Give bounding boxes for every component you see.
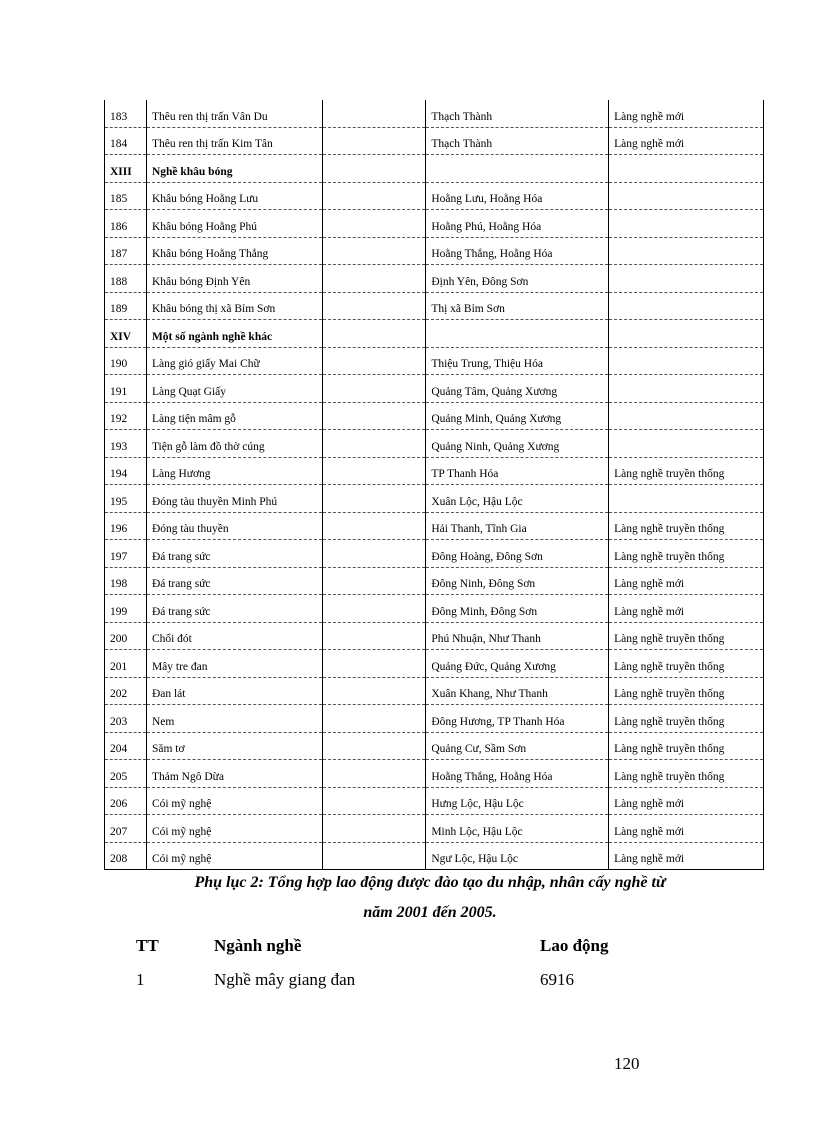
cell-note: Làng nghề truyền thống [609,677,764,705]
cell-note: Làng nghề truyền thống [609,705,764,733]
cell-name: Tiện gỗ làm đồ thờ cúng [146,430,322,458]
cell-blank [322,320,426,348]
cell-blank [322,292,426,320]
cell-location: Thị xã Bỉm Sơn [426,292,609,320]
cell-blank [322,622,426,650]
table-row [105,540,764,568]
cell-location: Hải Thanh, Tĩnh Gia [426,512,609,540]
cell-blank [322,457,426,485]
table-row [105,677,764,705]
cell-tt: 200 [105,622,147,650]
cell-note: Làng nghề truyền thống [609,650,764,678]
cell-location: Hưng Lộc, Hậu Lộc [426,787,609,815]
cell-tt: 184 [105,127,147,155]
cell-blank [322,237,426,265]
cell-blank [322,512,426,540]
cell-note: Làng nghề mới [609,567,764,595]
cell-tt: 192 [105,402,147,430]
cell-location: Hoằng Thắng, Hoằng Hóa [426,760,609,788]
table-row [105,265,764,293]
cell-name: Cói mỹ nghệ [146,787,322,815]
cell-location: Quảng Tâm, Quảng Xương [426,375,609,403]
table-row [105,567,764,595]
cell-note: Làng nghề truyền thống [609,622,764,650]
cell-location [426,320,609,348]
cell-tt: 185 [105,182,147,210]
cell-tt: 207 [105,815,147,843]
cell-name: Khâu bóng thị xã Bỉm Sơn [146,292,322,320]
table-row [105,650,764,678]
cell-name: Khâu bóng Hoằng Thắng [146,237,322,265]
cell-location: Xuân Khang, Như Thanh [426,677,609,705]
cell-location: Đông Minh, Đông Sơn [426,595,609,623]
header-tt: TT [136,936,159,955]
cell-name: Khâu bóng Hoằng Lưu [146,182,322,210]
cell-tt: 202 [105,677,147,705]
cell-blank [322,375,426,403]
cell-blank [322,595,426,623]
table-row [105,430,764,458]
appendix-caption-line2: năm 2001 đến 2005. [363,904,497,921]
table-row [105,842,764,870]
cell-tt: 193 [105,430,147,458]
section-row [105,320,764,348]
table-row [105,815,764,843]
cell-location: Quảng Cư, Sầm Sơn [426,732,609,760]
cell-note: Làng nghề truyền thống [609,760,764,788]
table-row [105,760,764,788]
cell-tt: 205 [105,760,147,788]
cell-note: Làng nghề mới [609,127,764,155]
table-row [105,512,764,540]
cell-tt: 208 [105,842,147,870]
cell-note [609,485,764,513]
cell-location: Thạch Thành [426,100,609,127]
page-number: 120 [614,1054,640,1073]
cell-blank [322,402,426,430]
cell-tt: 187 [105,237,147,265]
cell-location: Minh Lộc, Hậu Lộc [426,815,609,843]
cell-blank [322,430,426,458]
cell-name: Làng Hương [146,457,322,485]
cell-tt: 203 [105,705,147,733]
table-row [105,375,764,403]
cell-name: Làng gió giấy Mai Chữ [146,347,322,375]
cell-blank [322,705,426,733]
cell-blank [322,127,426,155]
cell-tt: XIV [105,320,147,348]
cell-tt: 197 [105,540,147,568]
cell-name: Nghề khâu bóng [146,155,322,183]
cell-location: Định Yên, Đông Sơn [426,265,609,293]
appendix-row-tt: 1 [136,970,145,989]
table-row [105,210,764,238]
cell-tt: XIII [105,155,147,183]
cell-blank [322,265,426,293]
cell-tt: 196 [105,512,147,540]
cell-blank [322,677,426,705]
cell-location: Quảng Ninh, Quảng Xương [426,430,609,458]
cell-blank [322,540,426,568]
cell-blank [322,815,426,843]
cell-location: Xuân Lộc, Hậu Lộc [426,485,609,513]
cell-name: Thêu ren thị trấn Kim Tân [146,127,322,155]
cell-tt: 201 [105,650,147,678]
section-row [105,155,764,183]
cell-name: Đá trang sức [146,567,322,595]
cell-location: Hoằng Lưu, Hoằng Hóa [426,182,609,210]
cell-tt: 186 [105,210,147,238]
cell-note [609,265,764,293]
cell-note [609,402,764,430]
cell-note: Làng nghề truyền thống [609,540,764,568]
cell-name: Mây tre đan [146,650,322,678]
cell-location: Hoằng Phú, Hoằng Hóa [426,210,609,238]
cell-blank [322,182,426,210]
cell-blank [322,760,426,788]
cell-blank [322,650,426,678]
cell-blank [322,732,426,760]
cell-location: Hoằng Thắng, Hoằng Hóa [426,237,609,265]
cell-note [609,430,764,458]
cell-blank [322,842,426,870]
cell-name: Cói mỹ nghệ [146,842,322,870]
cell-note: Làng nghề truyền thống [609,457,764,485]
cell-note: Làng nghề mới [609,100,764,127]
cell-location: Đông Ninh, Đông Sơn [426,567,609,595]
cell-blank [322,155,426,183]
cell-name: Một số ngành nghề khác [146,320,322,348]
cell-tt: 204 [105,732,147,760]
cell-location: Phú Nhuận, Như Thanh [426,622,609,650]
cell-note [609,292,764,320]
cell-location: Thạch Thành [426,127,609,155]
cell-location: Quảng Đức, Quảng Xương [426,650,609,678]
cell-location: Đông Hoàng, Đông Sơn [426,540,609,568]
cell-name: Thảm Ngô Dừa [146,760,322,788]
cell-name: Làng Quạt Giấy [146,375,322,403]
cell-note: Làng nghề mới [609,842,764,870]
cell-blank [322,787,426,815]
cell-location [426,155,609,183]
cell-location: Thiệu Trung, Thiệu Hóa [426,347,609,375]
cell-tt: 188 [105,265,147,293]
table-row [105,100,764,127]
cell-location: Quảng Minh, Quảng Xương [426,402,609,430]
cell-name: Đóng tàu thuyền [146,512,322,540]
cell-name: Săm tơ [146,732,322,760]
cell-note: Làng nghề mới [609,595,764,623]
cell-name: Nem [146,705,322,733]
cell-note: Làng nghề mới [609,787,764,815]
craft-villages-table [104,100,764,870]
cell-blank [322,210,426,238]
table-row [105,402,764,430]
cell-location: Đông Hương, TP Thanh Hóa [426,705,609,733]
cell-location: TP Thanh Hóa [426,457,609,485]
cell-name: Làng tiện mâm gỗ [146,402,322,430]
table-row [105,182,764,210]
table-row [105,732,764,760]
cell-location: Ngư Lộc, Hậu Lộc [426,842,609,870]
header-labor: Lao động [540,936,609,955]
cell-note [609,347,764,375]
cell-note: Làng nghề mới [609,815,764,843]
cell-note: Làng nghề truyền thống [609,732,764,760]
cell-tt: 191 [105,375,147,403]
cell-name: Đá trang sức [146,595,322,623]
cell-tt: 194 [105,457,147,485]
cell-note [609,237,764,265]
cell-name: Chổi đót [146,622,322,650]
cell-tt: 199 [105,595,147,623]
cell-blank [322,347,426,375]
cell-name: Đá trang sức [146,540,322,568]
cell-name: Khâu bóng Hoằng Phú [146,210,322,238]
table-row [105,595,764,623]
table-row [105,127,764,155]
cell-blank [322,485,426,513]
table-body [105,100,764,870]
cell-tt: 198 [105,567,147,595]
cell-name: Đóng tàu thuyền Minh Phú [146,485,322,513]
appendix-row-sector: Nghề mây giang đan [214,970,356,989]
table-row [105,237,764,265]
table-row [105,705,764,733]
cell-note [609,375,764,403]
cell-note [609,320,764,348]
appendix-caption-line1: Phụ lục 2: Tổng hợp lao động được đào tạo du nhập, nhân cấy nghề từ [194,874,666,891]
table-row [105,787,764,815]
cell-tt: 206 [105,787,147,815]
cell-tt: 189 [105,292,147,320]
cell-blank [322,567,426,595]
appendix-row-labor: 6916 [540,970,574,989]
cell-name: Khâu bóng Định Yên [146,265,322,293]
cell-name: Cói mỹ nghệ [146,815,322,843]
table-row [105,457,764,485]
header-sector: Ngành nghề [214,936,302,955]
cell-tt: 195 [105,485,147,513]
cell-blank [322,100,426,127]
cell-note [609,210,764,238]
table-row [105,485,764,513]
cell-name: Thêu ren thị trấn Vân Du [146,100,322,127]
cell-note [609,155,764,183]
cell-tt: 190 [105,347,147,375]
table-row [105,292,764,320]
table-row [105,622,764,650]
cell-note: Làng nghề truyền thống [609,512,764,540]
table-row [105,347,764,375]
cell-name: Đan lát [146,677,322,705]
cell-note [609,182,764,210]
cell-tt: 183 [105,100,147,127]
